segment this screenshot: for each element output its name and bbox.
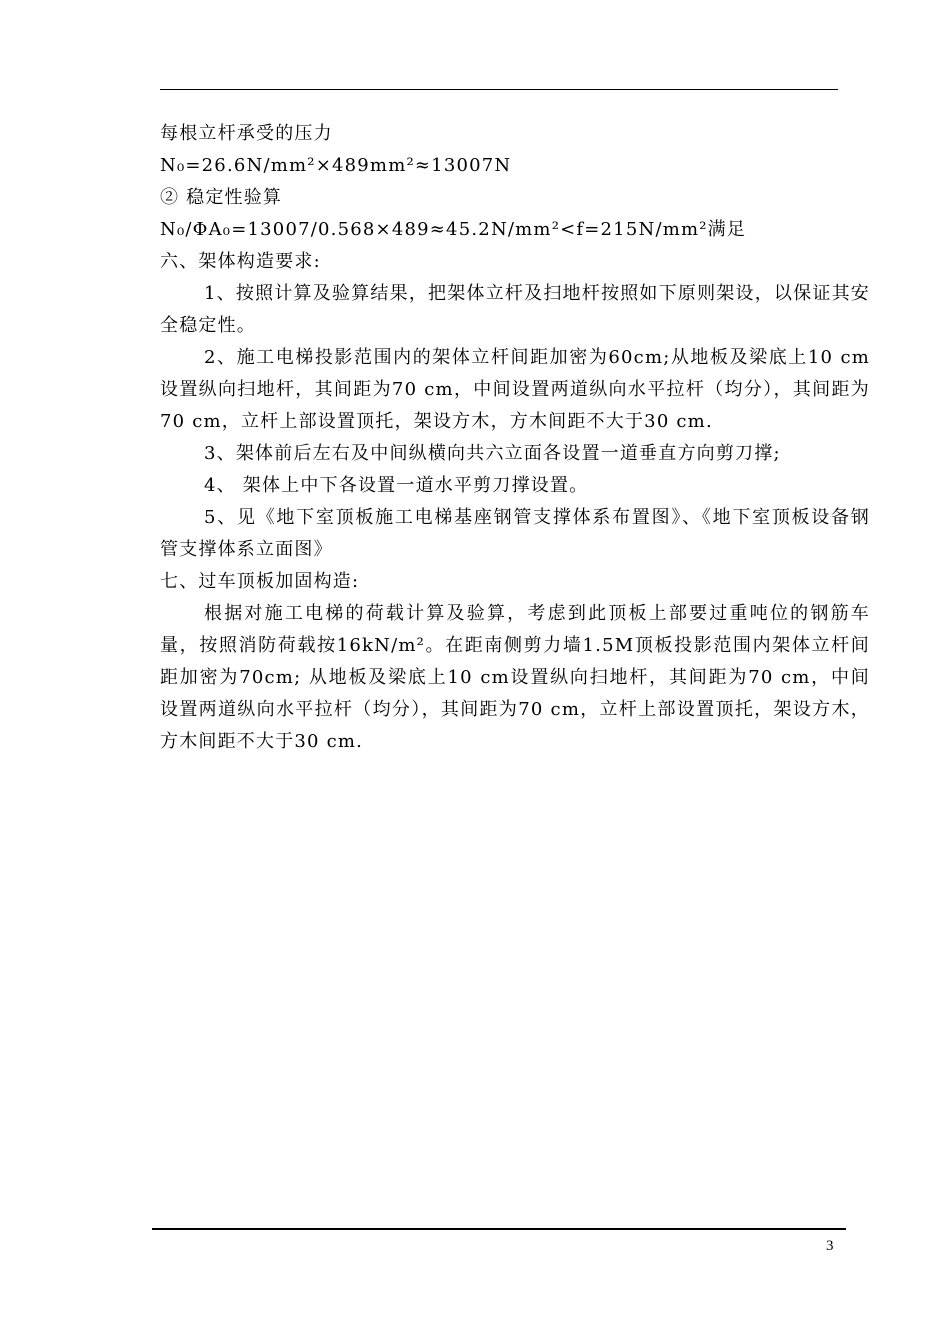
page-number: 3 <box>826 1238 834 1254</box>
paragraph-item-5: 5、见《地下室顶板施工电梯基座钢管支撑体系布置图》、《地下室顶板设备钢管支撑体系立面图》 <box>160 507 870 560</box>
document-body <box>160 118 870 758</box>
paragraph-item-3: 3、架体前后左右及中间纵横向共六立面各设置一道垂直方向剪刀撑; <box>204 443 781 464</box>
paragraph-pressure-title: 每根立杆承受的压力 <box>160 123 333 144</box>
paragraph-stability-heading: ② 稳定性验算 <box>160 187 283 208</box>
paragraph-item-1: 1、按照计算及验算结果，把架体立杆及扫地杆按照如下原则架设，以保证其安全稳定性。 <box>160 283 870 336</box>
section-heading-six: 六、架体构造要求: <box>160 251 321 272</box>
paragraph-item-4: 4、 架体上中下各设置一道水平剪刀撑设置。 <box>204 475 589 496</box>
header-rule <box>160 89 838 90</box>
footer-rule <box>152 1228 846 1230</box>
section-heading-seven: 七、过车顶板加固构造: <box>160 571 360 592</box>
paragraph-item-2: 2、施工电梯投影范围内的架体立杆间距加密为60cm;从地板及梁底上10 cm设置纵向扫地杆，其间距为70 cm，中间设置两道纵向水平拉杆（均分），其间距为70 cm，立杆上部设置顶托，架设方木，方木间距不大于30 cm. <box>160 347 870 432</box>
paragraph-stability-formula: N₀/ΦA₀=13007/0.568×489≈45.2N/mm²<f=215N/mm²满足 <box>160 219 747 240</box>
paragraph-reinforcement: 根据对施工电梯的荷载计算及验算，考虑到此顶板上部要过重吨位的钢筋车量，按照消防荷载按16kN/m²。在距南侧剪力墙1.5M顶板投影范围内架体立杆间距加密为70cm; 从地板及梁底上10 cm设置纵向扫地杆，其间距为70 cm，中间设置两道纵向水平拉杆（均分），其间距为70 cm，立杆上部设置顶托，架设方木，方木间距不大于30 cm. <box>160 603 870 752</box>
paragraph-pressure-formula: N₀=26.6N/mm²×489mm²≈13007N <box>160 155 512 176</box>
